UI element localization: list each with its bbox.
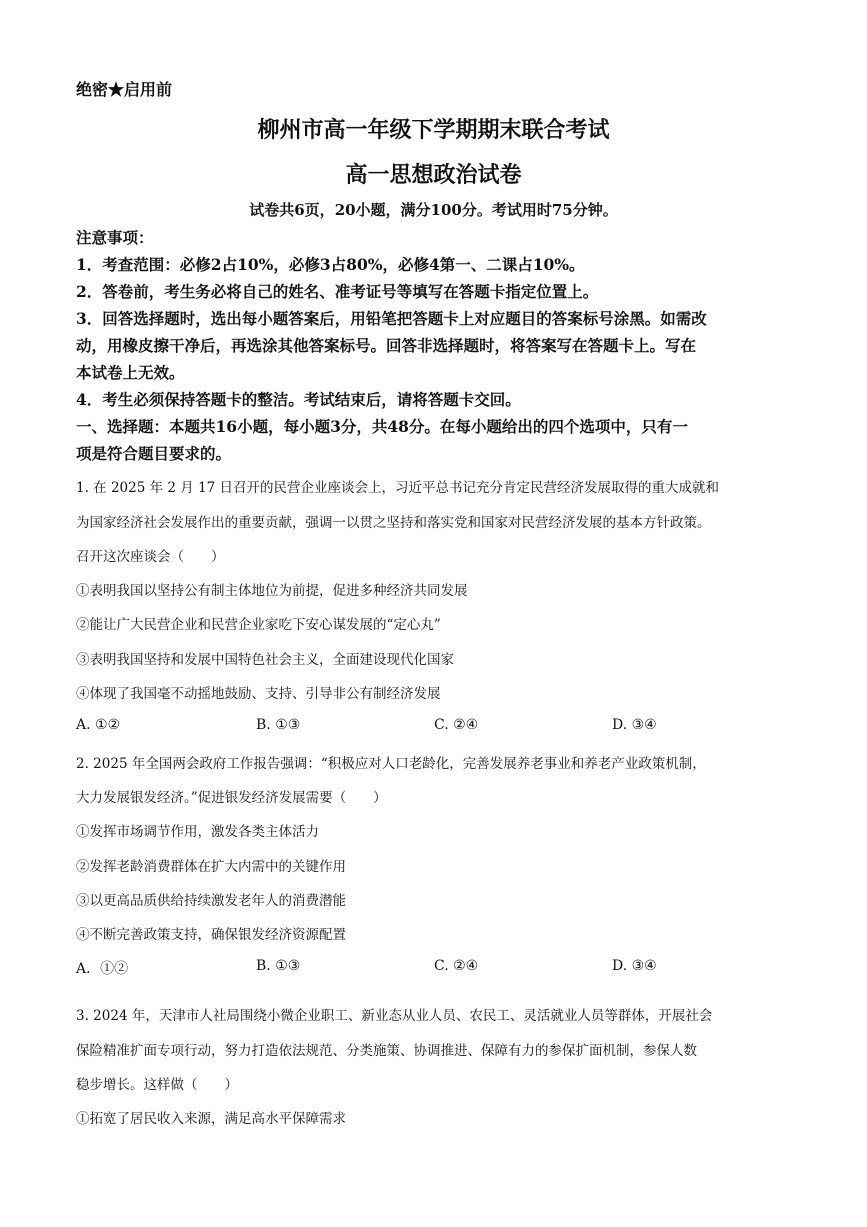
q2-stem-line-2: 大力发展银发经济。”促进银发经济发展需要（ ） bbox=[76, 790, 387, 806]
q1-statement-3: ③表明我国坚持和发展中国特色社会主义，全面建设现代化国家 bbox=[76, 652, 454, 668]
section-heading-line-2: 项是符合题目要求的。 bbox=[76, 444, 232, 463]
q2-statement-3: ③以更高品质供给持续激发老年人的消费潜能 bbox=[76, 893, 346, 909]
paper-subtitle: 高一思想政治试卷 bbox=[345, 162, 522, 188]
q2-option-a: A．①② bbox=[76, 961, 129, 977]
q1-stem-line-1: 1. 在 2025 年 2 月 17 日召开的民营企业座谈会上，习近平总书记充分肯定民营经济发展取得的重大成就和 bbox=[76, 480, 720, 496]
confidential-mark: 绝密★启用前 bbox=[76, 80, 173, 99]
q1-option-d: D. ③④ bbox=[612, 717, 657, 733]
q1-statement-4: ④体现了我国毫不动摇地鼓励、支持、引导非公有制经济发展 bbox=[76, 686, 441, 702]
q2-option-c: C. ②④ bbox=[434, 958, 479, 974]
exam-info: 试卷共6页，20小题，满分100分。考试用时75分钟。 bbox=[249, 201, 618, 219]
note-item-4: 4．考生必须保持答题卡的整洁。考试结束后，请将答题卡交回。 bbox=[76, 390, 521, 409]
q2-statement-1: ①发挥市场调节作用，激发各类主体活力 bbox=[76, 824, 319, 840]
q1-option-c: C. ②④ bbox=[434, 717, 479, 733]
q1-stem-line-3: 召开这次座谈会（ ） bbox=[76, 549, 225, 565]
note-item-1: 1．考查范围：必修2占10%，必修3占80%，必修4第一、二课占10%。 bbox=[76, 255, 585, 274]
q2-option-b: B. ①③ bbox=[256, 958, 301, 974]
q1-statement-2: ②能让广大民营企业和民营企业家吃下安心谋发展的“定心丸” bbox=[76, 617, 441, 633]
q2-statement-4: ④不断完善政策支持，确保银发经济资源配置 bbox=[76, 927, 346, 943]
note-item-3-line-3: 本试卷上无效。 bbox=[76, 363, 185, 382]
q3-statement-1: ①拓宽了居民收入来源，满足高水平保障需求 bbox=[76, 1111, 346, 1127]
q3-stem-line-1: 3. 2024 年，天津市人社局围绕小微企业职工、新业态从业人员、农民工、灵活就业人员等群体，开展社会 bbox=[76, 1008, 713, 1024]
note-item-3-line-1: 3．回答选择题时，选出每小题答案后，用铅笔把答题卡上对应题目的答案标号涂黑。如需改 bbox=[76, 309, 707, 328]
q3-stem-line-3: 稳步增长。这样做（ ） bbox=[76, 1077, 238, 1093]
notes-heading: 注意事项： bbox=[76, 228, 154, 247]
q2-option-d: D. ③④ bbox=[612, 958, 657, 974]
q1-option-a: A. ①② bbox=[76, 717, 121, 733]
q2-stem-line-1: 2. 2025 年全国两会政府工作报告强调：“积极应对人口老龄化，完善发展养老事业和养老产业政策机制， bbox=[76, 756, 706, 772]
section-heading-line-1: 一、选择题：本题共16小题，每小题3分，共48分。在每小题给出的四个选项中，只有一 bbox=[76, 417, 688, 436]
exam-title: 柳州市高一年级下学期期末联合考试 bbox=[257, 117, 610, 143]
note-item-2: 2．答卷前，考生务必将自己的姓名、准考证号等填写在答题卡指定位置上。 bbox=[76, 282, 599, 301]
q1-statement-1: ①表明我国以坚持公有制主体地位为前提，促进多种经济共同发展 bbox=[76, 583, 468, 599]
q1-stem-line-2: 为国家经济社会发展作出的重要贡献，强调一以贯之坚持和落实党和国家对民营经济发展的基本方针政策。 bbox=[76, 515, 711, 531]
q1-option-b: B. ①③ bbox=[256, 717, 301, 733]
q2-statement-2: ②发挥老龄消费群体在扩大内需中的关键作用 bbox=[76, 859, 346, 875]
q3-stem-line-2: 保险精准扩面专项行动，努力打造依法规范、分类施策、协调推进、保障有力的参保扩面机制，参保人数 bbox=[76, 1043, 697, 1059]
note-item-3-line-2: 动，用橡皮擦干净后，再选涂其他答案标号。回答非选择题时，将答案写在答题卡上。写在 bbox=[76, 336, 697, 355]
